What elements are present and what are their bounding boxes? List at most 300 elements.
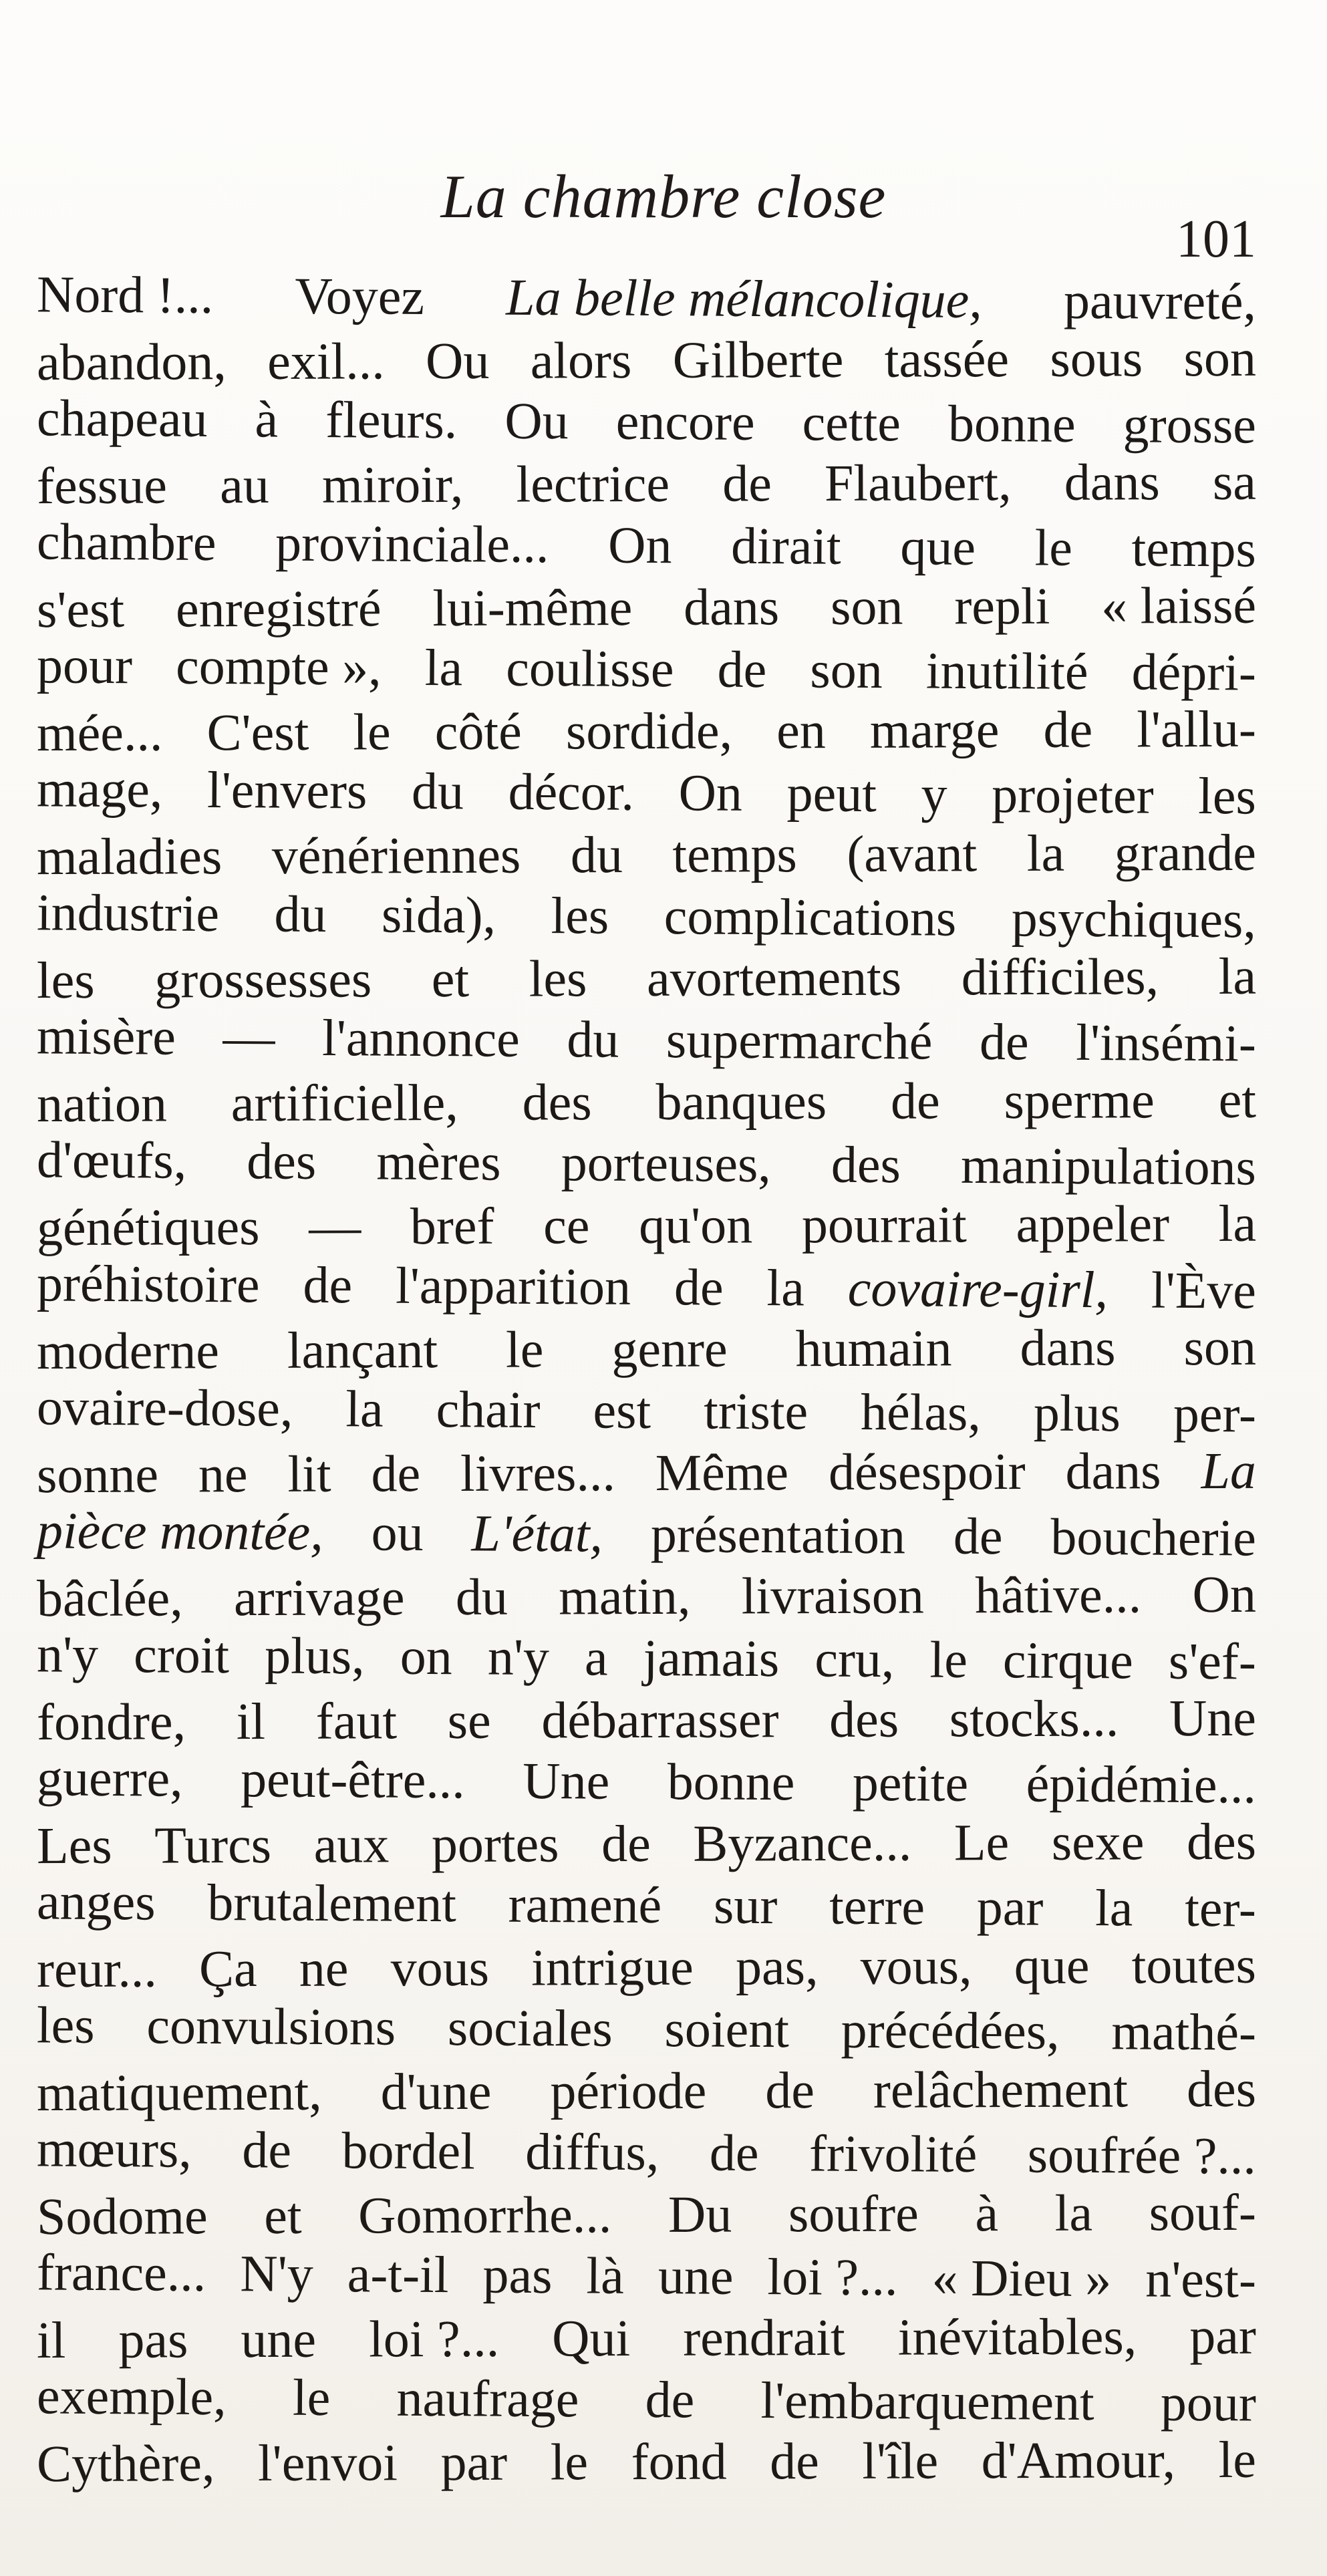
text-line (37, 387, 1257, 456)
text-line (37, 1934, 1256, 2000)
word: chambre (36, 512, 216, 572)
word: l'embarquement (760, 2371, 1094, 2432)
word: dépri- (1131, 642, 1257, 702)
word: stocks... (949, 1689, 1119, 1747)
text-line (37, 1994, 1257, 2063)
text-line (37, 2057, 1256, 2124)
text-line (37, 1129, 1257, 1198)
word: l'allu- (1137, 699, 1257, 758)
italic-word: L'état, (471, 1504, 603, 1563)
word: ne (198, 1444, 248, 1503)
text-line (37, 821, 1256, 887)
word: Ou (425, 331, 490, 390)
word: de (770, 2431, 819, 2490)
word: sa (1212, 452, 1257, 511)
word: des (831, 1135, 901, 1194)
word: bâclée, (36, 1568, 183, 1627)
word: « Dieu » (931, 2248, 1112, 2308)
word: des (1186, 1812, 1257, 1870)
word: intrigue (531, 1937, 694, 1997)
word: mœurs, (36, 2119, 192, 2178)
word: l'envoi (257, 2432, 398, 2492)
word: Ou (504, 391, 569, 450)
word: soufre (788, 2184, 919, 2243)
word: cru, (815, 1629, 895, 1689)
word: le (353, 702, 391, 761)
word: sperme (1004, 1070, 1155, 1129)
word: lui-même (432, 577, 633, 637)
word: repli (954, 576, 1050, 635)
word: encore (615, 392, 755, 451)
word: Une (1169, 1688, 1257, 1747)
word: Cythère, (36, 2433, 215, 2492)
text-line (37, 1810, 1256, 1876)
word: la (1094, 1878, 1133, 1937)
word: cette (802, 393, 901, 452)
text-line (37, 2118, 1257, 2187)
word: Du (668, 2184, 732, 2243)
text-line (37, 1623, 1257, 1693)
text-line (37, 945, 1256, 1011)
word: faut (315, 1691, 398, 1750)
word: rendrait (683, 2307, 845, 2367)
word: bordel (341, 2121, 476, 2180)
word: plus (1033, 1383, 1121, 1443)
word: de (601, 1814, 651, 1872)
word: soufrée ?... (1027, 2125, 1257, 2185)
word: marge (869, 700, 1000, 759)
word: Le (953, 1812, 1010, 1871)
word: de (709, 2123, 759, 2182)
text-line (37, 2365, 1257, 2434)
word: per- (1173, 1384, 1257, 1443)
word: le (505, 1320, 544, 1379)
word: artificielle, (231, 1072, 458, 1132)
word: brutalement (207, 1872, 457, 1933)
word: l'apparition (395, 1256, 631, 1316)
word: industrie (36, 883, 220, 943)
italic-word: La belle mélancolique, (505, 267, 983, 329)
word: par (440, 2432, 508, 2491)
word: pour (1160, 2373, 1257, 2432)
word: sous (1050, 328, 1143, 388)
word: banques (655, 1071, 827, 1131)
word: sonne (36, 1445, 159, 1504)
word: son (1183, 328, 1257, 387)
word: et (264, 2186, 302, 2245)
text-line (37, 450, 1256, 517)
word: d'œufs, (36, 1130, 187, 1189)
word: une (241, 2309, 317, 2368)
word: qu'on (638, 1195, 753, 1254)
word: le (292, 2368, 331, 2427)
word: porteuses, (561, 1133, 772, 1193)
word: pour (36, 635, 133, 695)
word: ce (543, 1195, 590, 1255)
word: hélas, (860, 1382, 982, 1442)
word: le (550, 2432, 589, 2491)
word: livres... (460, 1443, 616, 1502)
word: sida), (381, 885, 496, 944)
word: complications (664, 887, 957, 947)
word: débarrasser (541, 1689, 779, 1749)
italic-word: covaire-girl, (847, 1258, 1109, 1319)
word: de (717, 639, 767, 699)
word: aux (313, 1814, 390, 1874)
word: pauvreté, (1063, 271, 1257, 331)
word: — (223, 1008, 275, 1066)
word: la (345, 1379, 384, 1438)
word: sociales (447, 1998, 613, 2057)
word: du (411, 761, 464, 821)
word: au (220, 455, 269, 514)
italic-word: pièce montée, (36, 1501, 324, 1562)
word: a-t-il (347, 2245, 449, 2304)
word: l'Ève (1151, 1260, 1257, 1320)
text-line (37, 881, 1257, 951)
body-text (37, 267, 1256, 2492)
word: chapeau (36, 388, 208, 448)
word: et (1218, 1070, 1257, 1129)
running-head: La chambre close (440, 162, 887, 231)
word: nation (36, 1074, 168, 1133)
word: vénériennes (271, 825, 521, 885)
word: petite (852, 1753, 969, 1812)
word: difficiles, (961, 946, 1159, 1006)
word: n'y (487, 1627, 550, 1687)
word: d'Amour, (981, 2430, 1176, 2489)
word: tassée (884, 329, 1010, 388)
word: on (400, 1626, 453, 1686)
word: à (975, 2183, 999, 2242)
word: avortements (646, 948, 902, 1007)
word: de (645, 2370, 695, 2429)
word: diffus, (525, 2122, 659, 2182)
word: inutilité (925, 641, 1088, 701)
word: moderne (36, 1320, 220, 1380)
word: soient (664, 1999, 790, 2059)
word: désespoir (828, 1441, 1026, 1501)
word: grande (1114, 823, 1257, 882)
word: son (810, 640, 883, 700)
word: la (1054, 2183, 1093, 2242)
word: y (921, 764, 947, 823)
text-line (37, 1376, 1257, 1445)
word: lançant (287, 1320, 438, 1379)
word: de (303, 1255, 353, 1314)
word: C'est (206, 702, 309, 761)
word: convulsions (146, 1996, 396, 2056)
word: toutes (1131, 1935, 1257, 1994)
word: les (529, 948, 587, 1008)
word: « laissé (1101, 575, 1257, 635)
word: de (722, 453, 772, 513)
word: jamais (643, 1628, 780, 1688)
text-line (37, 1439, 1256, 1506)
word: des (522, 1072, 592, 1131)
text-line (37, 2305, 1256, 2371)
word: misère (36, 1006, 176, 1066)
word: lectrice (516, 454, 670, 513)
word: a (584, 1628, 608, 1687)
word: vous (390, 1938, 490, 1997)
word: abandon, (36, 331, 227, 391)
text-line (37, 1747, 1257, 1816)
word: triste (703, 1381, 808, 1441)
word: des (1186, 2059, 1257, 2118)
word: genre (611, 1319, 728, 1378)
text-line (37, 1499, 1257, 1569)
word: de (242, 2120, 292, 2179)
text-line (37, 511, 1257, 580)
word: portes (431, 1814, 559, 1873)
word: l'annonce (321, 1008, 521, 1068)
word: cirque (1002, 1630, 1134, 1690)
word: temps (1131, 519, 1257, 578)
word: pourrait (801, 1194, 967, 1254)
word: le (1034, 518, 1073, 577)
word: Flaubert, (824, 452, 1012, 512)
word: grosse (1123, 395, 1257, 454)
word: que (900, 517, 976, 577)
word: ter- (1184, 1878, 1257, 1938)
word: de (1043, 700, 1093, 758)
word: des (829, 1689, 899, 1748)
word: en (776, 700, 826, 759)
word: Turcs (154, 1815, 272, 1874)
word: supermarché (666, 1010, 933, 1070)
word: frivolité (808, 2124, 978, 2184)
word: la (1218, 1193, 1257, 1252)
text-line (37, 574, 1256, 640)
word: de (890, 1070, 940, 1130)
word: de (953, 1506, 1003, 1566)
word: de (765, 2060, 815, 2119)
word: et (431, 949, 470, 1008)
word: (avant (847, 823, 978, 883)
word: dans (1064, 452, 1160, 511)
word: bonne (947, 394, 1076, 453)
word: une (657, 2247, 734, 2305)
word: humain (795, 1318, 952, 1377)
word: de (674, 1258, 724, 1316)
word: du (567, 1010, 619, 1068)
word: à (255, 390, 279, 448)
word: croit (133, 1625, 230, 1685)
word: coulisse (505, 638, 674, 698)
text-line (37, 1192, 1256, 1258)
word: l'envers (206, 760, 367, 820)
word: de (371, 1443, 421, 1502)
word: maladies (36, 826, 223, 885)
word: france... (36, 2243, 206, 2302)
word: naufrage (396, 2368, 579, 2428)
word: par (976, 1878, 1044, 1937)
word: matiquement, (36, 2062, 322, 2122)
word: N'y (240, 2244, 314, 2303)
text-line (37, 2241, 1257, 2311)
word: manipulations (960, 1135, 1257, 1196)
word: alors (530, 330, 632, 390)
word: Nord !... (36, 265, 214, 325)
word: génétiques (36, 1197, 260, 1256)
word: lit (287, 1444, 331, 1503)
word: présentation (650, 1505, 906, 1565)
word: ramené (508, 1874, 662, 1935)
word: n'y (36, 1624, 99, 1683)
word: côté (434, 702, 522, 760)
word: temps (672, 824, 797, 883)
word: des (247, 1131, 317, 1190)
word: plus, (264, 1626, 365, 1685)
text-line (37, 1068, 1256, 1135)
word: mage, (36, 759, 163, 819)
word: mathé- (1111, 2002, 1257, 2061)
text-line (37, 327, 1256, 393)
word: terre (829, 1876, 925, 1936)
word: On (678, 763, 743, 822)
word: dans (1065, 1441, 1161, 1500)
word: matin, (559, 1566, 691, 1625)
text-line (37, 634, 1257, 704)
word: reur... (36, 1939, 157, 1998)
word: fleurs. (325, 390, 458, 450)
word: là (586, 2246, 625, 2305)
word: s'ef- (1168, 1631, 1257, 1691)
word: Byzance... (693, 1813, 912, 1872)
word: Qui (552, 2308, 631, 2367)
word: son (830, 577, 903, 635)
word: sordide, (565, 701, 733, 760)
word: exil... (267, 331, 385, 390)
text-line (37, 263, 1257, 333)
word: il (236, 1691, 266, 1750)
word: souf- (1149, 2182, 1257, 2241)
text-line (37, 1005, 1257, 1075)
word: le (929, 1630, 968, 1689)
word: se (447, 1691, 491, 1749)
word: Les (36, 1816, 112, 1874)
word: sexe (1051, 1812, 1145, 1871)
text-line (37, 1870, 1257, 1940)
word: n'est- (1145, 2249, 1257, 2309)
text-line (37, 1252, 1257, 1322)
word: mères (376, 1132, 501, 1191)
word: son (1183, 1317, 1257, 1376)
word: fond (631, 2432, 727, 2490)
word: est (593, 1381, 651, 1440)
word: guerre, (36, 1748, 183, 1808)
word: mée... (36, 703, 163, 762)
word: période (550, 2061, 707, 2120)
word: boucherie (1050, 1507, 1257, 1567)
word: inévitables, (897, 2306, 1137, 2366)
word: la (766, 1258, 805, 1317)
word: ou (371, 1503, 424, 1562)
word: loi ?... (368, 2309, 500, 2368)
word: arrivage (233, 1567, 405, 1626)
word: vous, (860, 1936, 972, 1995)
word: — (309, 1196, 361, 1256)
word: Même (655, 1442, 789, 1501)
word: fessue (36, 456, 168, 515)
word: précédées, (841, 2000, 1060, 2060)
word: On (1192, 1564, 1257, 1623)
word: Ça (198, 1939, 257, 1997)
word: que (1014, 1936, 1090, 1995)
word: bonne (667, 1752, 795, 1812)
word: Gomorrhe... (358, 2184, 612, 2245)
word: d'une (380, 2061, 492, 2120)
word: il (36, 2310, 66, 2369)
word: hâtive... (974, 1564, 1142, 1624)
word: projeter (991, 765, 1154, 825)
word: du (455, 1567, 508, 1626)
word: loi ?... (767, 2247, 898, 2307)
word: pas (482, 2245, 553, 2305)
word: appeler (1016, 1193, 1170, 1253)
word: l'insémi- (1075, 1012, 1257, 1072)
word: le (1218, 2430, 1257, 2488)
word: anges (36, 1872, 156, 1931)
word: chair (436, 1380, 541, 1439)
word: exemple, (36, 2366, 227, 2426)
word: l'île (862, 2430, 939, 2490)
word: Sodome (36, 2186, 208, 2245)
word: la (1218, 946, 1257, 1005)
page-number: 101 (1176, 210, 1256, 269)
word: de (979, 1012, 1029, 1071)
word: la (1026, 823, 1065, 882)
text-line (37, 2428, 1256, 2494)
word: épidémie... (1026, 1754, 1257, 1814)
word: du (274, 884, 327, 944)
word: relâchement (873, 2059, 1129, 2119)
word: Une (523, 1751, 610, 1810)
word: les (1198, 766, 1257, 825)
word: dans (1020, 1318, 1116, 1377)
text-line (37, 2181, 1256, 2247)
word: pas, (735, 1937, 819, 1996)
word: Voyez (295, 266, 425, 325)
word: dans (684, 577, 780, 636)
word: ovaire-dose, (36, 1377, 293, 1437)
text-line (37, 1563, 1256, 1629)
word: grossesses (154, 949, 372, 1009)
word: Gilberte (672, 329, 844, 389)
word: les (36, 950, 95, 1009)
word: fondre, (36, 1691, 186, 1751)
word: On (607, 515, 672, 575)
word: décor. (508, 762, 635, 821)
word: peut (786, 764, 877, 823)
word: par (1189, 2306, 1257, 2365)
word: provinciale... (275, 513, 549, 574)
word: miroir, (321, 454, 464, 514)
italic-word: La (1201, 1441, 1257, 1499)
text-line (37, 1687, 1256, 1753)
word: la (424, 637, 463, 697)
word: dirait (730, 516, 842, 575)
text-line (37, 698, 1256, 764)
word: compte », (175, 636, 382, 696)
word: préhistoire (36, 1254, 260, 1314)
text-line (37, 1316, 1256, 1382)
word: psychiques, (1011, 889, 1257, 949)
word: peut-être... (240, 1749, 466, 1810)
word: ne (299, 1939, 349, 1997)
word: sur (713, 1876, 778, 1935)
